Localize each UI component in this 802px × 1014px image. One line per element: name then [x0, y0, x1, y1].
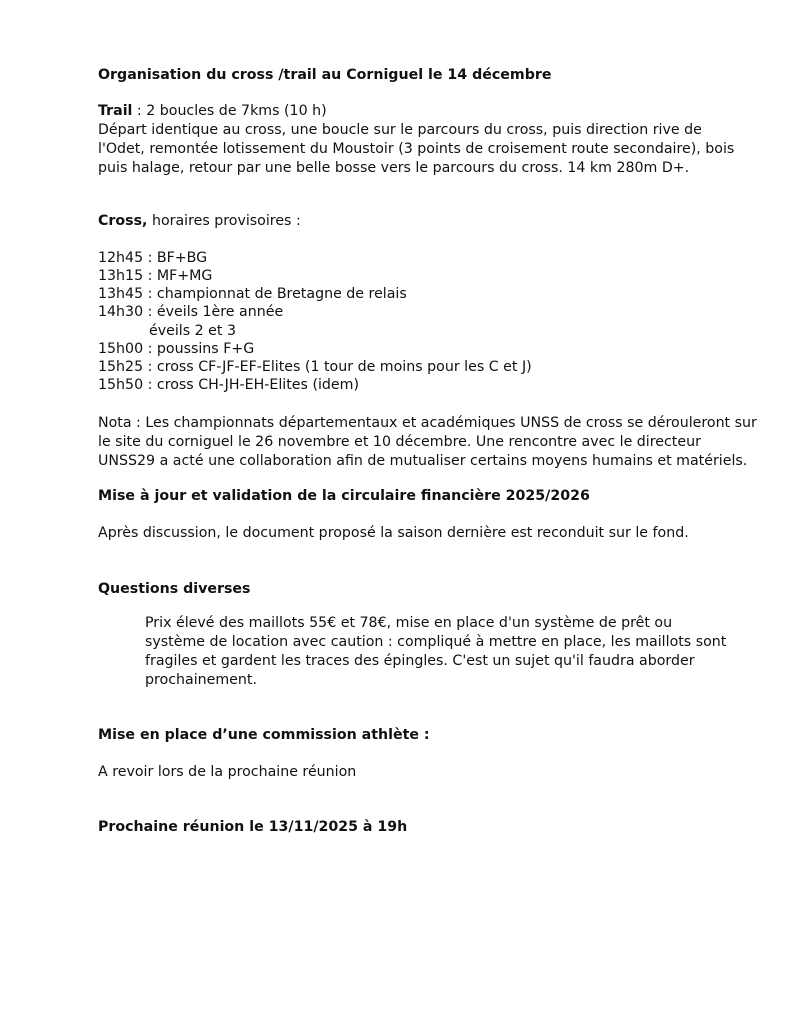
nota-line: le site du corniguel le 26 novembre et 10 décembre. Une rencontre avec le directeur — [98, 434, 701, 450]
circulaire-text: Après discussion, le document proposé la saison dernière est reconduit sur le fond. — [98, 525, 689, 541]
schedule-item: 14h30 : éveils 1ère année — [98, 304, 284, 320]
commission-heading: Mise en place d’une commission athlète : — [98, 727, 430, 743]
schedule-item: 15h25 : cross CF-JF-EF-Elites (1 tour de moins pour les C et J) — [98, 359, 532, 375]
circulaire-heading: Mise à jour et validation de la circulaire financière 2025/2026 — [98, 488, 590, 504]
trail-label: Trail — [98, 103, 133, 119]
schedule-item: 13h45 : championnat de Bretagne de relais — [98, 286, 407, 302]
schedule-item: 13h15 : MF+MG — [98, 268, 213, 284]
questions-heading: Questions diverses — [98, 581, 251, 597]
trail-text-line: Départ identique au cross, une boucle sur le parcours du cross, puis direction rive de — [98, 122, 702, 138]
main-heading: Organisation du cross /trail au Corniguel le 14 décembre — [98, 67, 552, 83]
next-meeting: Prochaine réunion le 13/11/2025 à 19h — [98, 819, 408, 835]
cross-heading — [98, 212, 301, 230]
schedule-item: 15h50 : cross CH-JH-EH-Elites (idem) — [98, 377, 360, 393]
questions-line: prochainement. — [145, 672, 257, 688]
cross-label: Cross, — [98, 213, 148, 229]
schedule-item: 12h45 : BF+BG — [98, 250, 208, 266]
schedule-item: 15h00 : poussins F+G — [98, 341, 255, 357]
trail-text-line: puis halage, retour par une belle bosse vers le parcours du cross. 14 km 280m D+. — [98, 160, 690, 176]
nota-line: Nota : Les championnats départementaux et académiques UNSS de cross se dérouleront sur — [98, 415, 757, 431]
nota-line: UNSS29 a acté une collaboration afin de mutualiser certains moyens humains et matériels. — [98, 453, 748, 469]
cross-label-rest: horaires provisoires : — [147, 213, 301, 229]
trail-summary: : 2 boucles de 7kms (10 h) — [132, 103, 327, 119]
questions-line: Prix élevé des maillots 55€ et 78€, mise en place d'un système de prêt ou — [145, 615, 673, 631]
commission-text: A revoir lors de la prochaine réunion — [98, 764, 357, 780]
trail-line — [98, 102, 327, 120]
trail-text-line: l'Odet, remontée lotissement du Moustoir (3 points de croisement route secondaire), bois — [98, 141, 735, 157]
questions-line: fragiles et gardent les traces des épingles. C'est un sujet qu'il faudra aborder — [145, 653, 695, 669]
schedule-item: éveils 2 et 3 — [149, 323, 237, 339]
questions-line: système de location avec caution : compliqué à mettre en place, les maillots sont — [145, 634, 727, 650]
